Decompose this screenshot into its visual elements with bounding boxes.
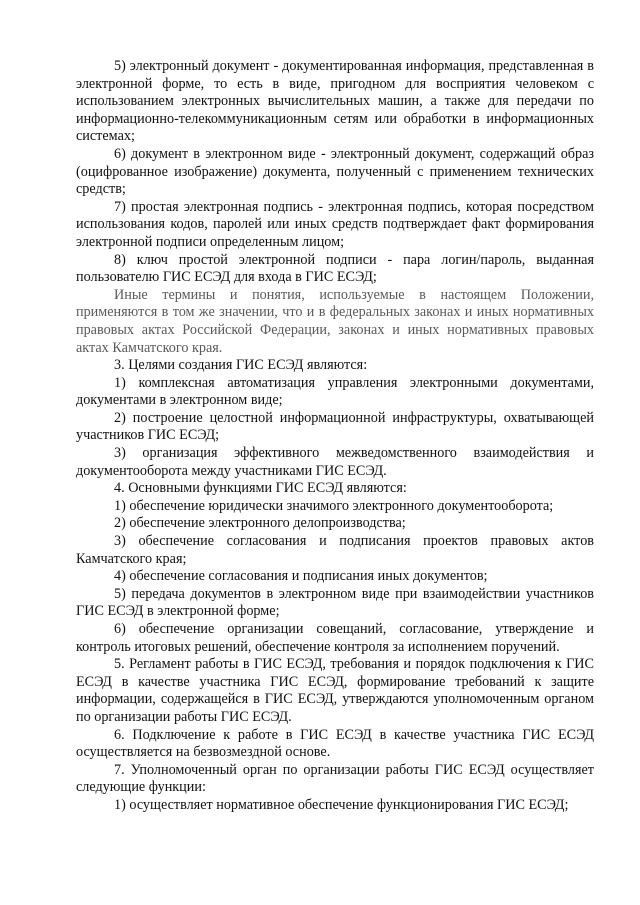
function-item-1: 1) обеспечение юридически значимого электронного документооборота; bbox=[114, 497, 554, 514]
section-7-heading: 7. Уполномоченный орган по организации работы ГИС ЕСЭД осуществляет следующие функции: bbox=[76, 761, 594, 796]
function-item-2: 2) обеспечение электронного делопроизводства; bbox=[114, 515, 406, 532]
document-page bbox=[76, 58, 594, 815]
section-3-heading: 3. Целями создания ГИС ЕСЭД являются: bbox=[114, 357, 368, 374]
section-5-paragraph: 5. Регламент работы в ГИС ЕСЭД, требования и порядок подключения к ГИС ЕСЭД в качестве участника ГИС ЕСЭД, формирование требований к защите информации, содержащейся в ГИС ЕСЭД, утверждаются уполномоченным органом по организации работы ГИС ЕСЭД. bbox=[76, 656, 594, 725]
goal-item-1: 1) комплексная автоматизация управления электронными документами, документами в электронном виде; bbox=[76, 374, 594, 409]
paragraph-document-in-electronic-form-definition: 6) документ в электронном виде - электронный документ, содержащий образ (оцифрованное изображение) документа, полученный с применением технических средств; bbox=[76, 145, 594, 198]
paragraph-electronic-document-definition: 5) электронный документ - документированная информация, представленная в электронной форме, то есть в виде, пригодном для восприятия человеком с использованием электронных вычислительных машин, а также для передачи по информационно-телекоммуникационным сетям или обработки в информационных системах; bbox=[76, 58, 594, 145]
function-item-4: 4) обеспечение согласования и подписания иных документов; bbox=[114, 568, 488, 585]
paragraph-other-terms: Иные термины и понятия, используемые в настоящем Положении, применяются в том же значении, что и в федеральных законах и иных нормативных правовых актах Российской Федерации, законах и иных нормативных правовых актах Камчатского края. bbox=[76, 286, 594, 356]
authority-function-item-1: 1) осуществляет нормативное обеспечение функционирования ГИС ЕСЭД; bbox=[114, 796, 569, 813]
paragraph-signature-key-definition: 8) ключ простой электронной подписи - пара логин/пароль, выданная пользователю ГИС ЕСЭД для входа в ГИС ЕСЭД; bbox=[76, 251, 594, 286]
goal-item-3: 3) организация эффективного межведомственного взаимодействия и документооборота между участниками ГИС ЕСЭД. bbox=[76, 445, 594, 479]
goal-item-2: 2) построение целостной информационной инфраструктуры, охватывающей участников ГИС ЕСЭД; bbox=[76, 409, 594, 444]
section-6-paragraph: 6. Подключение к работе в ГИС ЕСЭД в качестве участника ГИС ЕСЭД осуществляется на безвозмездной основе. bbox=[76, 726, 594, 761]
paragraph-simple-e-signature-definition: 7) простая электронная подпись - электронная подпись, которая посредством использования кодов, паролей или иных средств подтверждает факт формирования электронной подписи определенным лицом; bbox=[76, 198, 594, 250]
function-item-6: 6) обеспечение организации совещаний, согласование, утверждение и контроль итоговых решений, обеспечение контроля за исполнением поручений. bbox=[76, 621, 594, 655]
function-item-3: 3) обеспечение согласования и подписания проектов правовых актов Камчатского края; bbox=[76, 533, 594, 567]
function-item-5: 5) передача документов в электронном виде при взаимодействии участников ГИС ЕСЭД в электронной форме; bbox=[76, 585, 594, 620]
section-4-heading: 4. Основными функциями ГИС ЕСЭД являются: bbox=[114, 480, 407, 497]
